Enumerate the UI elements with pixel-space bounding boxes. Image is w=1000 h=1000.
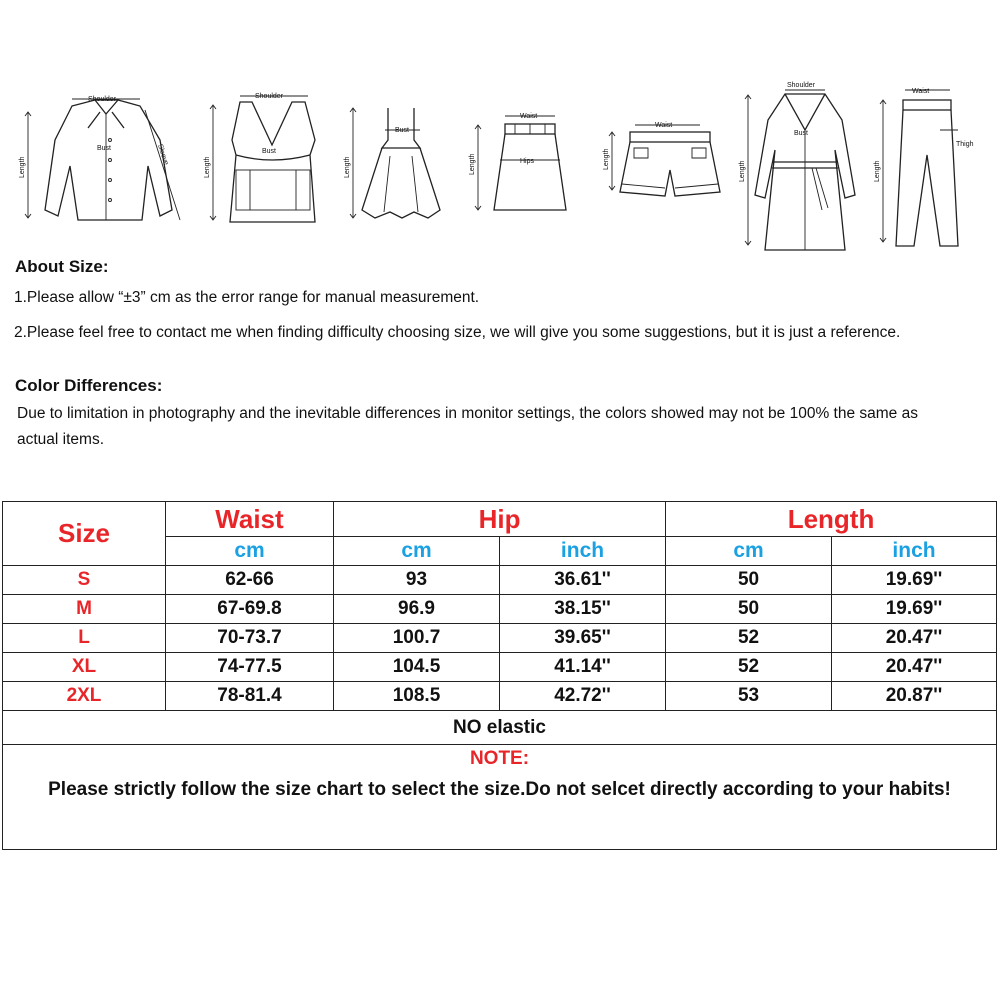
shorts-length-label: Length	[603, 148, 610, 170]
trousers-length-label: Length	[874, 160, 881, 182]
blouse-sleeve-label: Sleeve	[156, 143, 170, 166]
length-cm-cell: 50	[666, 566, 832, 595]
size-cell: S	[3, 566, 166, 595]
blouse-diagram	[19, 96, 180, 220]
length-cm-cell: 53	[666, 682, 832, 711]
blouse-length-label: Length	[19, 156, 26, 178]
length-cm-cell: 52	[666, 624, 832, 653]
coat-length-label: Length	[739, 160, 746, 182]
blouse-shoulder-label: Shoulder	[88, 96, 117, 103]
no-elastic-note: NO elastic	[3, 711, 997, 745]
hip-cm-cell: 108.5	[334, 682, 500, 711]
table-row	[3, 653, 997, 682]
length-inch-cell: 19.69''	[832, 566, 997, 595]
color-differences-text: Due to limitation in photography and the inevitable differences in monitor settings, the colors showed may not be 100% the same as actual items.	[17, 405, 918, 448]
hip-inch-cell: 42.72''	[500, 682, 666, 711]
hip-inch-cell: 41.14''	[500, 653, 666, 682]
dress-diagram	[344, 108, 440, 218]
length-cm-cell: 52	[666, 653, 832, 682]
skirt-length-label: Length	[469, 153, 476, 175]
coat-diagram	[739, 82, 855, 250]
color-differences-title: Color Differences:	[15, 376, 163, 395]
trousers-thigh-label: Thigh	[956, 141, 974, 148]
hip-inch-unit: inch	[500, 537, 666, 566]
length-inch-cell: 20.87''	[832, 682, 997, 711]
table-row	[3, 566, 997, 595]
hip-cm-cell: 96.9	[334, 595, 500, 624]
tank-shoulder-label: Shoulder	[255, 93, 284, 100]
hip-cm-cell: 100.7	[334, 624, 500, 653]
table-row	[3, 595, 997, 624]
waist-header: Waist	[166, 502, 334, 537]
about-size-line-2: 2.Please feel free to contact me when finding difficulty choosing size, we will give you some suggestions, but it is just a reference.	[14, 324, 901, 341]
skirt-diagram	[469, 113, 566, 210]
dress-length-label: Length	[344, 156, 351, 178]
table-row	[3, 682, 997, 711]
size-cell: L	[3, 624, 166, 653]
length-inch-unit: inch	[832, 537, 997, 566]
length-cm-unit: cm	[666, 537, 832, 566]
waist-cm-cell: 67-69.8	[166, 595, 334, 624]
hip-inch-cell: 38.15''	[500, 595, 666, 624]
hip-cm-cell: 104.5	[334, 653, 500, 682]
tank-bust-label: Bust	[262, 148, 277, 155]
hip-cm-unit: cm	[334, 537, 500, 566]
trousers-diagram	[874, 88, 974, 246]
size-cell: XL	[3, 653, 166, 682]
note-text: Please strictly follow the size chart to select the size.Do not selcet directly according to your habits!	[3, 773, 997, 850]
shorts-diagram	[603, 122, 720, 196]
trousers-waist-label: Waist	[912, 88, 930, 95]
blouse-bust-label: Bust	[97, 145, 112, 152]
length-inch-cell: 20.47''	[832, 653, 997, 682]
length-cm-cell: 50	[666, 595, 832, 624]
size-cell: 2XL	[3, 682, 166, 711]
garment-diagram-svg	[0, 70, 1000, 260]
waist-cm-cell: 78-81.4	[166, 682, 334, 711]
waist-cm-cell: 62-66	[166, 566, 334, 595]
hip-cm-cell: 93	[334, 566, 500, 595]
waist-cm-cell: 74-77.5	[166, 653, 334, 682]
dress-bust-label: Bust	[395, 127, 410, 134]
length-inch-cell: 20.47''	[832, 624, 997, 653]
note-title: NOTE:	[3, 745, 997, 774]
skirt-waist-label: Waist	[520, 113, 538, 120]
size-cell: M	[3, 595, 166, 624]
about-size-line-1: 1.Please allow “±3” cm as the error range for manual measurement.	[14, 289, 480, 306]
waist-unit: cm	[166, 537, 334, 566]
shorts-waist-label: Waist	[655, 122, 673, 129]
waist-cm-cell: 70-73.7	[166, 624, 334, 653]
skirt-hips-label: Hips	[520, 158, 535, 165]
about-size-title: About Size:	[15, 257, 109, 276]
length-inch-cell: 19.69''	[832, 595, 997, 624]
hip-header: Hip	[334, 502, 666, 537]
hip-inch-cell: 36.61''	[500, 566, 666, 595]
garment-measurement-diagrams	[0, 70, 1000, 260]
length-header: Length	[666, 502, 997, 537]
table-row	[3, 624, 997, 653]
tank-top-diagram	[204, 93, 315, 222]
tank-length-label: Length	[204, 156, 211, 178]
coat-bust-label: Bust	[794, 130, 809, 137]
size-chart-table	[2, 501, 997, 850]
hip-inch-cell: 39.65''	[500, 624, 666, 653]
size-header: Size	[3, 502, 166, 566]
coat-shoulder-label: Shoulder	[787, 82, 816, 89]
